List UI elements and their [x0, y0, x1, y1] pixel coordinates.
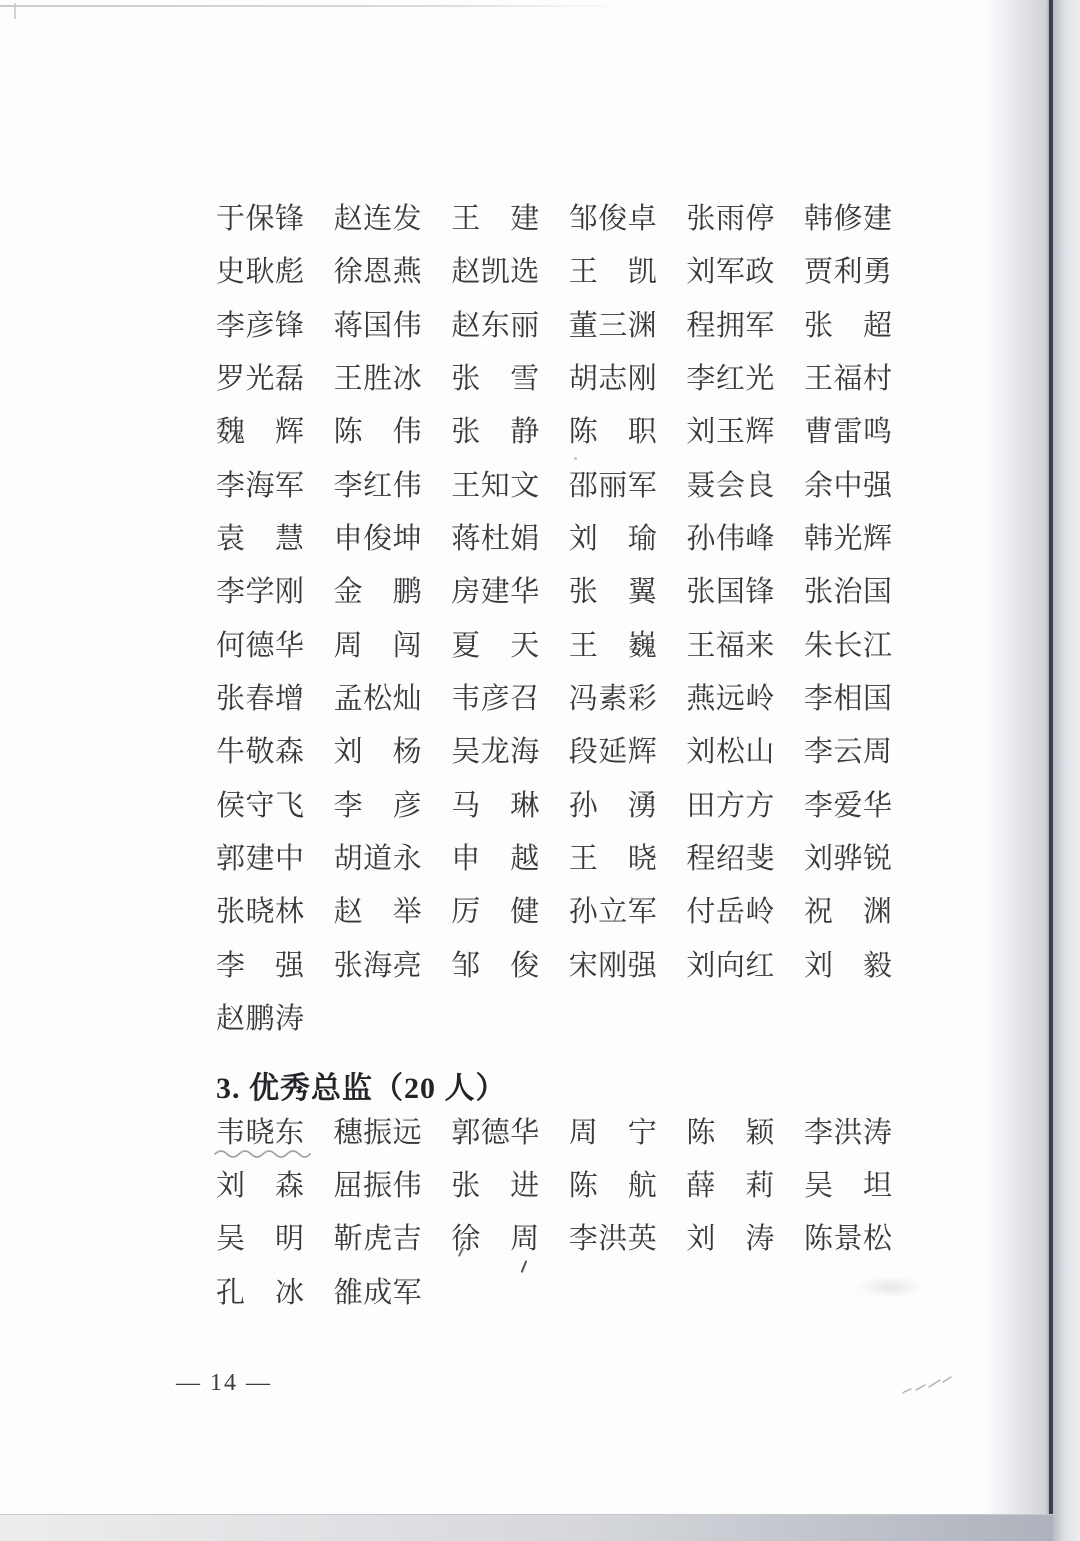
awardee-list-directors — [216, 1118, 892, 1331]
name-row — [216, 257, 892, 310]
person-name: 孙 湧 — [568, 789, 658, 822]
person-name: 牛敬森 — [216, 736, 305, 769]
name-row — [216, 1278, 892, 1331]
person-name: 靳虎吉 — [333, 1223, 423, 1256]
name-row — [216, 417, 892, 470]
name-row — [216, 631, 892, 684]
person-name: 张 雪 — [451, 363, 540, 396]
person-name: 刘 瑜 — [568, 523, 658, 556]
person-name: 刘 涛 — [686, 1223, 775, 1256]
name-row — [216, 577, 892, 630]
person-name: 张雨停 — [686, 203, 775, 235]
person-name: 李爱华 — [803, 789, 893, 822]
name-row — [216, 471, 892, 524]
person-name: 胡志刚 — [568, 363, 658, 396]
person-name: 吴 明 — [216, 1223, 305, 1256]
section-heading: 3. 优秀总监（20 人） — [216, 1071, 507, 1105]
name-row — [216, 1004, 892, 1057]
name-row — [216, 1171, 892, 1224]
person-name: 张治国 — [803, 576, 893, 609]
person-name: 程拥军 — [686, 309, 775, 342]
person-name: 张 翼 — [568, 576, 658, 609]
name-row — [216, 951, 892, 1004]
person-name: 余中强 — [803, 469, 893, 502]
person-name: 李相国 — [803, 683, 893, 716]
person-name: 袁 慧 — [216, 523, 305, 556]
person-name: 李洪英 — [568, 1223, 658, 1256]
person-name: 郭德华 — [451, 1116, 540, 1149]
person-name: 张春增 — [216, 683, 305, 716]
person-name: 胡道永 — [333, 843, 423, 876]
person-name: 张 静 — [451, 416, 540, 449]
person-name: 王 巍 — [568, 629, 658, 662]
person-name: 祝 渊 — [803, 896, 893, 929]
person-name: 王胜冰 — [333, 363, 423, 396]
person-name: 段延辉 — [568, 736, 658, 769]
person-name: 王 建 — [451, 203, 540, 235]
person-name: 金 鹏 — [333, 576, 423, 609]
person-name: 孔 冰 — [216, 1276, 305, 1309]
person-name: 孟松灿 — [333, 683, 423, 716]
person-name: 邹 俊 — [451, 949, 540, 982]
person-name: 王福村 — [803, 363, 893, 396]
person-name: 韩修建 — [803, 203, 893, 235]
person-name: 赵鹏涛 — [216, 1003, 305, 1036]
person-name: 徐恩燕 — [333, 256, 423, 289]
person-name: 李云周 — [803, 736, 893, 769]
awardee-list-continued — [216, 204, 892, 1058]
person-name: 赵凯选 — [451, 256, 540, 289]
person-name: 夏 天 — [451, 629, 540, 662]
person-name: 李彦锋 — [216, 309, 305, 342]
person-name: 蒋国伟 — [333, 309, 423, 342]
person-name: 韦晓东 — [216, 1118, 304, 1150]
person-name: 宋刚强 — [568, 949, 658, 982]
person-name: 赵 举 — [333, 896, 423, 929]
person-name: 魏 辉 — [216, 416, 305, 449]
person-name: 陈 职 — [568, 416, 658, 449]
person-name: 韦彦召 — [451, 683, 540, 716]
scanner-background-right — [1053, 0, 1080, 1541]
person-name: 房建华 — [451, 576, 540, 609]
person-name: 王 凯 — [568, 256, 658, 289]
name-row — [216, 364, 892, 417]
person-name: 马 琳 — [451, 789, 540, 822]
person-name: 刘骅锐 — [803, 843, 893, 876]
person-name: 周 闯 — [333, 629, 423, 662]
person-name: 刘 毅 — [803, 949, 893, 982]
person-name: 王福来 — [686, 629, 775, 662]
person-name: 吴 坦 — [803, 1169, 893, 1202]
person-name: 程绍斐 — [686, 843, 775, 876]
person-name: 邹俊卓 — [568, 203, 658, 235]
person-name: 陈 颖 — [686, 1116, 775, 1149]
person-name: 李 强 — [216, 949, 305, 982]
person-name: 孙立军 — [568, 896, 658, 929]
person-name: 张晓林 — [216, 896, 305, 929]
name-row — [216, 204, 892, 257]
person-name: 赵东丽 — [451, 309, 540, 342]
person-name: 李 彦 — [333, 789, 423, 822]
person-name: 王知文 — [451, 469, 540, 502]
person-name: 张海亮 — [333, 949, 423, 982]
pencil-wavy-underline — [213, 1147, 313, 1161]
name-row — [216, 737, 892, 790]
person-name: 郭建中 — [216, 843, 305, 876]
person-name: 刘松山 — [686, 736, 775, 769]
name-row — [216, 311, 892, 364]
person-name: 刘 杨 — [333, 736, 423, 769]
person-name: 田方方 — [686, 789, 775, 822]
name-row — [216, 524, 892, 577]
person-name: 薛 莉 — [686, 1169, 775, 1202]
scanner-background-bottom — [0, 1514, 1053, 1541]
name-row — [216, 791, 892, 844]
person-name: 李洪涛 — [803, 1116, 893, 1149]
scan-edge-tick-top-left — [14, 3, 16, 19]
person-name: 侯守飞 — [216, 789, 305, 822]
person-name: 刘军政 — [686, 256, 775, 289]
person-name: 邵丽军 — [568, 469, 658, 502]
person-name: 孙伟峰 — [686, 523, 775, 556]
person-name: 申俊坤 — [333, 523, 423, 556]
person-name: 李海军 — [216, 469, 305, 502]
person-name: 穗振远 — [333, 1116, 423, 1149]
person-name: 付岳岭 — [686, 896, 775, 929]
page-edge-shadow-right — [985, 0, 1049, 1541]
person-name: 李红伟 — [333, 469, 423, 502]
person-name: 刘 森 — [216, 1169, 305, 1202]
person-name: 申 越 — [451, 843, 540, 876]
person-name: 史耿彪 — [216, 256, 305, 289]
person-name: 张 进 — [451, 1169, 540, 1202]
person-name: 蒋杜娟 — [451, 523, 540, 556]
person-name: 冯素彩 — [568, 683, 658, 716]
person-name: 韩光辉 — [803, 523, 893, 556]
person-name: 雒成军 — [333, 1276, 423, 1309]
name-row — [216, 1224, 892, 1277]
person-name: 赵连发 — [333, 203, 423, 235]
person-name: 陈 伟 — [333, 416, 423, 449]
person-name: 吴龙海 — [451, 736, 540, 769]
person-name: 李学刚 — [216, 576, 305, 609]
pencil-scribble — [900, 1372, 962, 1398]
person-name: 张国锋 — [686, 576, 775, 609]
person-name: 陈 航 — [568, 1169, 658, 1202]
person-name: 燕远岭 — [686, 683, 775, 716]
person-name: 朱长江 — [803, 629, 893, 662]
person-name: 罗光磊 — [216, 363, 305, 396]
name-row — [216, 1118, 892, 1171]
scan-edge-line-top — [0, 5, 625, 7]
name-row — [216, 844, 892, 897]
person-name: 徐 周 — [451, 1223, 540, 1256]
person-name: 贾利勇 — [803, 256, 893, 289]
person-name: 于保锋 — [216, 203, 305, 235]
person-name: 董三渊 — [568, 309, 658, 342]
person-name: 曹雷鸣 — [803, 416, 893, 449]
person-name: 张 超 — [803, 309, 893, 342]
person-name: 厉 健 — [451, 896, 540, 929]
page-number: — 14 — — [176, 1370, 272, 1396]
person-name: 王 晓 — [568, 843, 658, 876]
person-name: 李红光 — [686, 363, 775, 396]
person-name: 聂会良 — [686, 469, 775, 502]
name-row — [216, 897, 892, 950]
person-name: 何德华 — [216, 629, 305, 662]
person-name: 刘向红 — [686, 949, 775, 982]
name-row — [216, 684, 892, 737]
person-name: 刘玉辉 — [686, 416, 775, 449]
person-name: 屈振伟 — [333, 1169, 423, 1202]
person-name: 周 宁 — [568, 1116, 658, 1149]
person-name: 陈景松 — [803, 1223, 893, 1256]
document-content — [216, 204, 892, 1331]
